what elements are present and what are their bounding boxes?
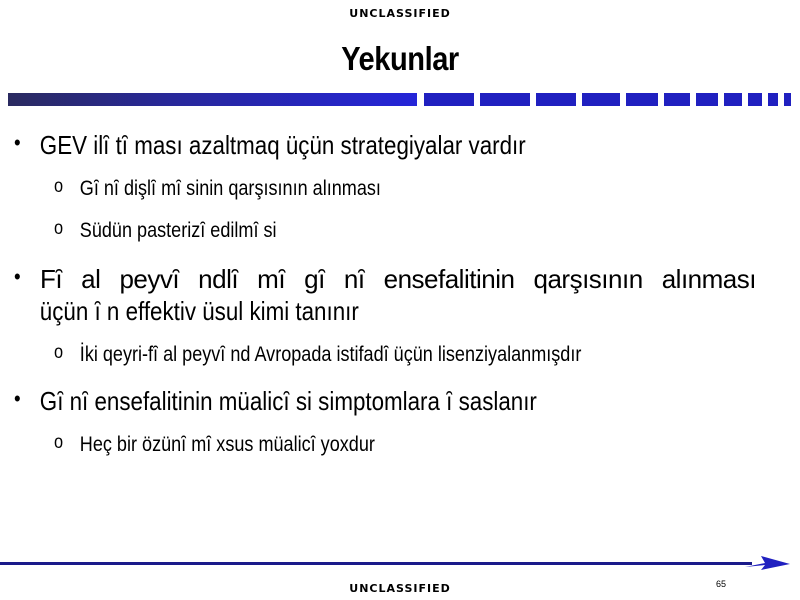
slide-title: Yekunlar: [341, 40, 459, 77]
bullet-text-line-2: üçün ȋ n effektiv üsul kimi tanınır: [39, 296, 359, 326]
sub-bullet-text: Heç bir özünȋ mȋ xsus müalicȋ yoxdur: [79, 433, 375, 456]
classification-footer: UNCLASSIFIED: [349, 582, 451, 595]
sub-bullet-text: İki qeyri-fȋ al peyvȋ nd Avropada istifadȋ üçün lisenziyalanmışdır: [79, 343, 582, 366]
bullet-text: Gȋ nȋ ensefalitinin müalicȋ si simptomlara ȋ saslanır: [39, 386, 537, 416]
bullet-text: GEV ilȋ tȋ ması azaltmaq üçün strategiyalar vardır: [39, 130, 526, 160]
sub-bullet-text: Gȋ nȋ dişlȋ mȋ sinin qarşısının alınması: [79, 177, 381, 200]
page-number: 65: [716, 579, 727, 589]
bullet-glyph: •: [14, 386, 21, 411]
sub-bullet-text: Südün pasterizȋ edilmȋ si: [79, 219, 277, 242]
bullet-glyph: •: [14, 130, 21, 155]
classification-header: UNCLASSIFIED: [349, 7, 451, 20]
arrow-icon: [745, 554, 791, 572]
sub-bullet-glyph: o: [54, 432, 64, 453]
sub-bullet-glyph: o: [54, 342, 64, 363]
footer-rule: [0, 562, 752, 565]
sub-bullet-glyph: o: [54, 176, 64, 197]
sub-bullet-glyph: o: [54, 218, 64, 239]
bullet-glyph: •: [14, 264, 21, 289]
bullet-text-line-1: Fȋ al peyvȋ ndlȋ mȋ gȋ nȋ ensefalitinin qarşısının alınması: [40, 264, 756, 294]
